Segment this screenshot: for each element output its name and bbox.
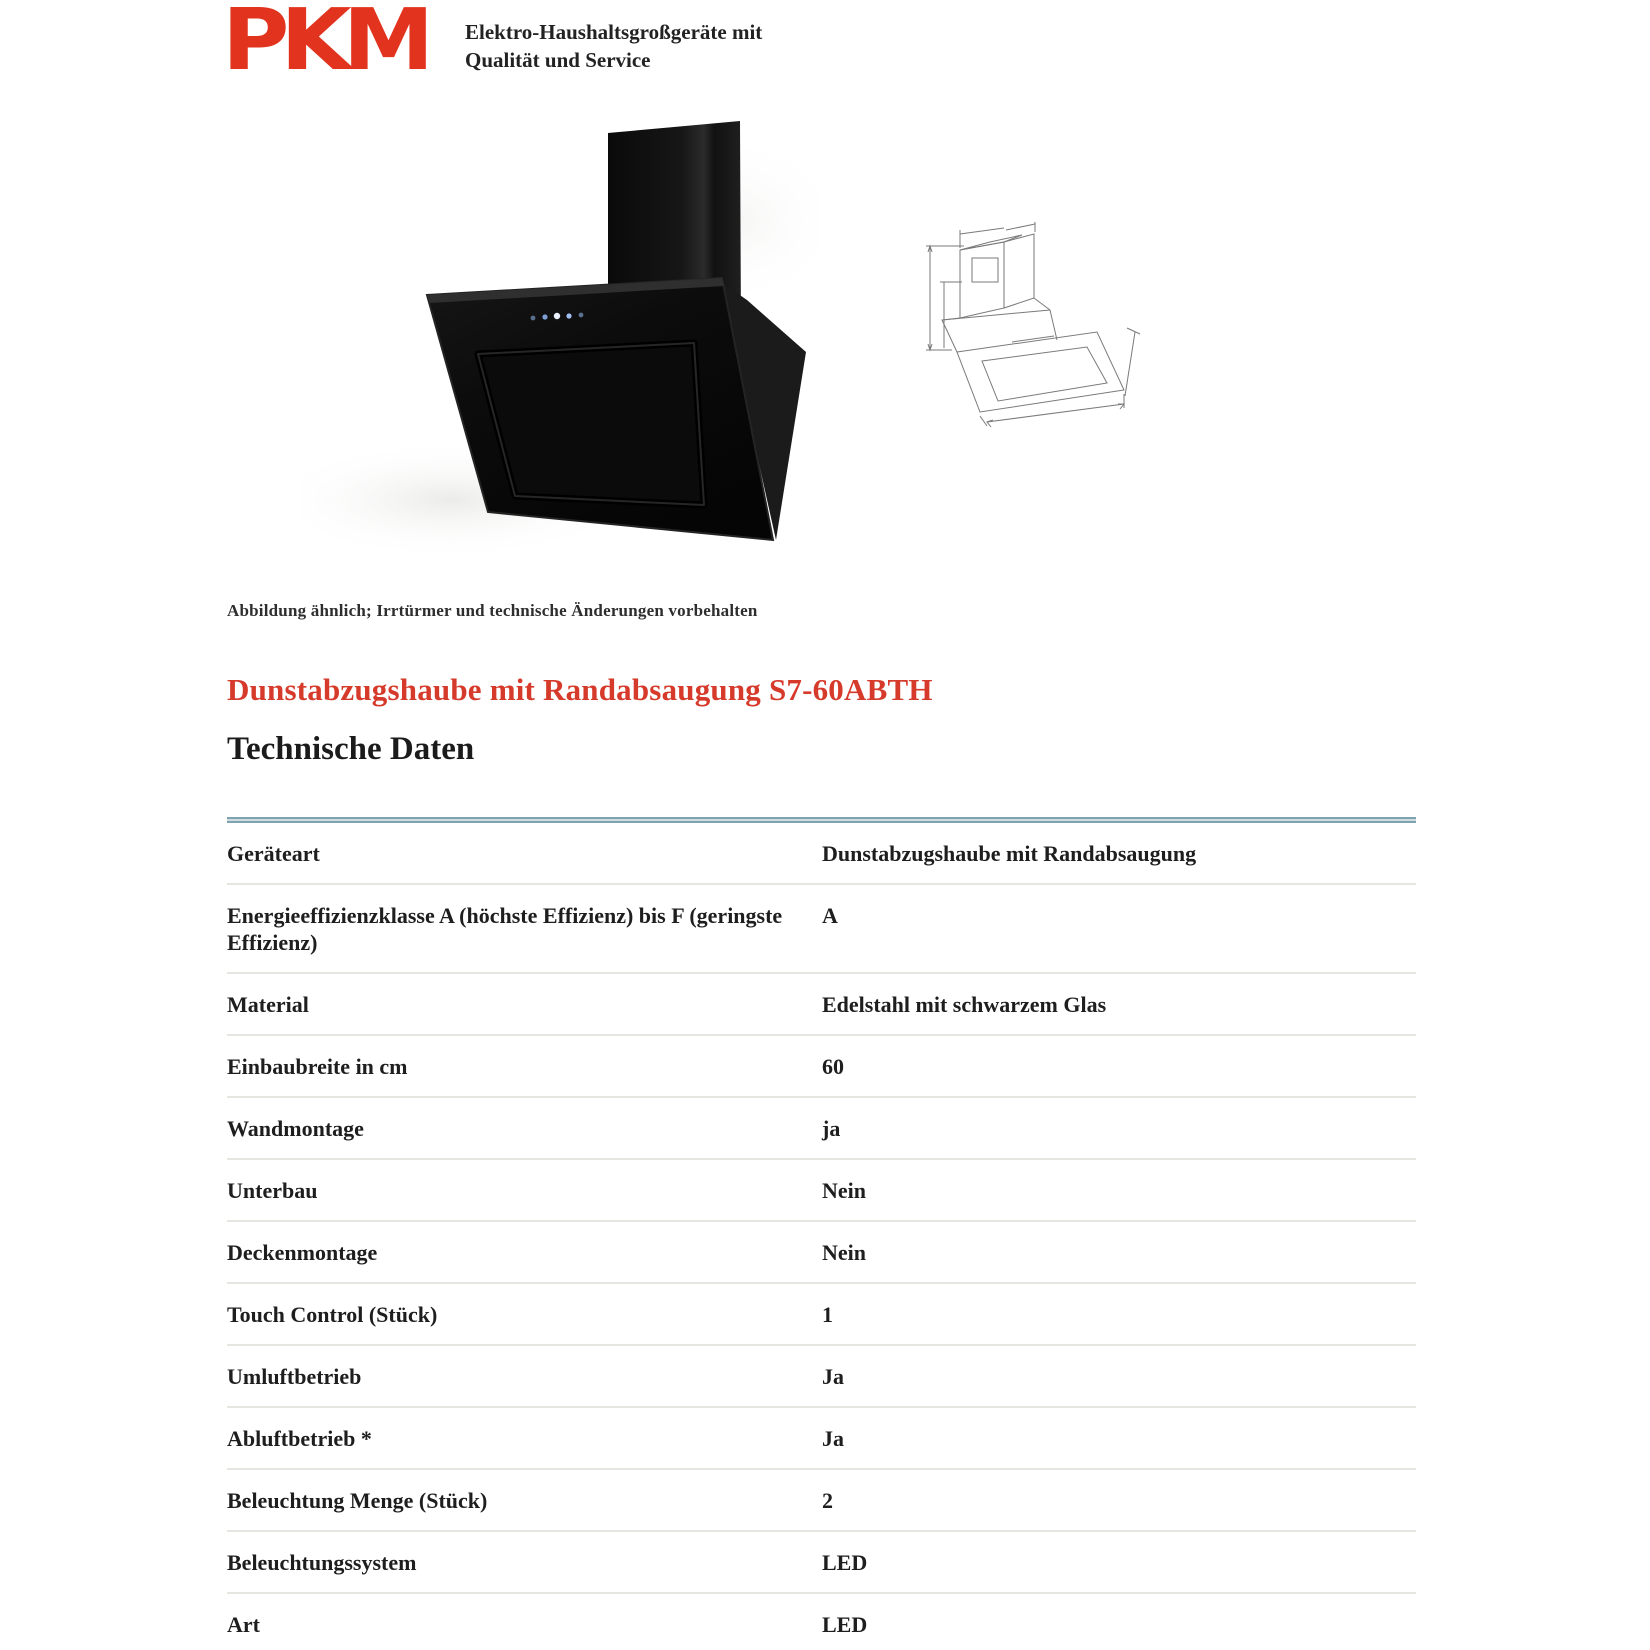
- table-row: [227, 1407, 1416, 1469]
- spec-value: 60: [822, 1035, 1416, 1097]
- brand-tagline: [465, 18, 762, 74]
- table-row: [227, 884, 1416, 973]
- spec-value: 1: [822, 1283, 1416, 1345]
- spec-value: Ja: [822, 1407, 1416, 1469]
- section-heading: Technische Daten: [227, 731, 475, 767]
- table-row: [227, 1035, 1416, 1097]
- spec-label: Wandmontage: [227, 1097, 822, 1159]
- spec-label: Beleuchtung Menge (Stück): [227, 1469, 822, 1531]
- table-row: [227, 1283, 1416, 1345]
- table-row: [227, 1469, 1416, 1531]
- pkm-logo: PKM: [222, 0, 426, 90]
- spec-label: Energieeffizienzklasse A (höchste Effizienz) bis F (geringste Effizienz): [227, 884, 822, 973]
- spec-value: Nein: [822, 1159, 1416, 1221]
- spec-label: Einbaubreite in cm: [227, 1035, 822, 1097]
- spec-table: [227, 823, 1416, 1650]
- spec-value: LED: [822, 1593, 1416, 1650]
- spec-value: ja: [822, 1097, 1416, 1159]
- spec-value: A: [822, 884, 1416, 973]
- spec-table-body: [227, 823, 1416, 1650]
- spec-label: Abluftbetrieb *: [227, 1407, 822, 1469]
- tagline-line-2: Qualität und Service: [465, 48, 651, 72]
- spec-label: Touch Control (Stück): [227, 1283, 822, 1345]
- spec-label: Deckenmontage: [227, 1221, 822, 1283]
- spec-label: Geräteart: [227, 823, 822, 884]
- spec-label: Art: [227, 1593, 822, 1650]
- product-title: Dunstabzugshaube mit Randabsaugung S7-60ABTH: [227, 672, 933, 707]
- table-row: [227, 1593, 1416, 1650]
- spec-table-area: [227, 817, 1416, 1650]
- spec-value: Ja: [822, 1345, 1416, 1407]
- spec-value: Dunstabzugshaube mit Randabsaugung: [822, 823, 1416, 884]
- spec-value: Edelstahl mit schwarzem Glas: [822, 973, 1416, 1035]
- table-row: [227, 823, 1416, 884]
- table-row: [227, 1345, 1416, 1407]
- table-row: [227, 1531, 1416, 1593]
- product-photo: [300, 100, 820, 560]
- table-row: [227, 973, 1416, 1035]
- spec-value: LED: [822, 1531, 1416, 1593]
- spec-label: Beleuchtungssystem: [227, 1531, 822, 1593]
- table-row: [227, 1221, 1416, 1283]
- spec-label: Umluftbetrieb: [227, 1345, 822, 1407]
- table-row: [227, 1097, 1416, 1159]
- spec-label: Material: [227, 973, 822, 1035]
- spec-value: 2: [822, 1469, 1416, 1531]
- table-row: [227, 1159, 1416, 1221]
- technical-drawing: [872, 220, 1187, 430]
- range-hood-image: [300, 100, 820, 560]
- image-disclaimer: Abbildung ähnlich; Irrtürmer und technische Änderungen vorbehalten: [227, 601, 758, 620]
- spec-label: Unterbau: [227, 1159, 822, 1221]
- spec-value: Nein: [822, 1221, 1416, 1283]
- tagline-line-1: Elektro-Haushaltsgroßgeräte mit: [465, 20, 763, 44]
- dimension-sketch: [872, 220, 1187, 430]
